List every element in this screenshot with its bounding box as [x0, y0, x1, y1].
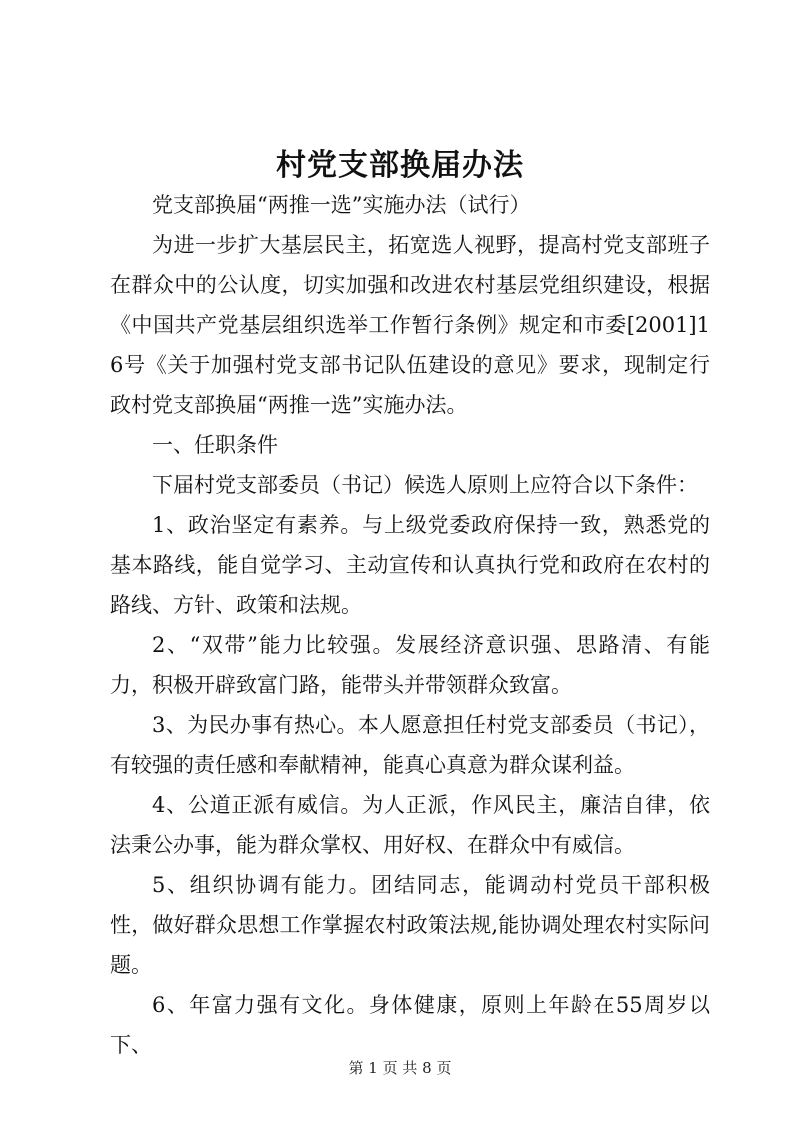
condition-item: 5、组织协调有能力。团结同志，能调动村党员干部积极性，做好群众思想工作掌握农村政策法规,能协调处理农村实际问题。 [110, 873, 710, 977]
condition-item: 3、为民办事有热心。本人愿意担任村党支部委员（书记），有较强的责任感和奉献精神，能真心真意为群众谋利益。 [110, 713, 710, 777]
document-body [110, 185, 710, 1065]
section-heading: 一、任职条件 [152, 433, 278, 457]
condition-item: 2、“双带”能力比较强。发展经济意识强、思路清、有能力，积极开辟致富门路，能带头并带领群众致富。 [110, 633, 710, 697]
page-number-footer: 第 1 页 共 8 页 [348, 1059, 452, 1077]
paragraph-conditions-intro: 下届村党支部委员（书记）候选人原则上应符合以下条件： [152, 473, 698, 497]
condition-item: 6、年富力强有文化。身体健康，原则上年龄在55周岁以下、 [110, 993, 710, 1057]
paragraph-subtitle: 党支部换届“两推一选”实施办法（试行） [152, 193, 531, 217]
condition-item: 4、公道正派有威信。为人正派，作风民主，廉洁自律，依法秉公办事，能为群众掌权、用好权、在群众中有威信。 [110, 793, 710, 857]
document-title: 村党支部换届办法 [276, 148, 524, 183]
condition-item: 1、政治坚定有素养。与上级党委政府保持一致，熟悉党的基本路线，能自觉学习、主动宣传和认真执行党和政府在农村的路线、方针、政策和法规。 [110, 513, 710, 617]
paragraph-intro: 为进一步扩大基层民主，拓宽选人视野，提高村党支部班子在群众中的公认度，切实加强和改进农村基层党组织建设，根据《中国共产党基层组织选举工作暂行条例》规定和市委[2001]16号《关于加强村党支部书记队伍建设的意见》要求，现制定行政村党支部换届“两推一选”实施办法。 [110, 233, 710, 417]
